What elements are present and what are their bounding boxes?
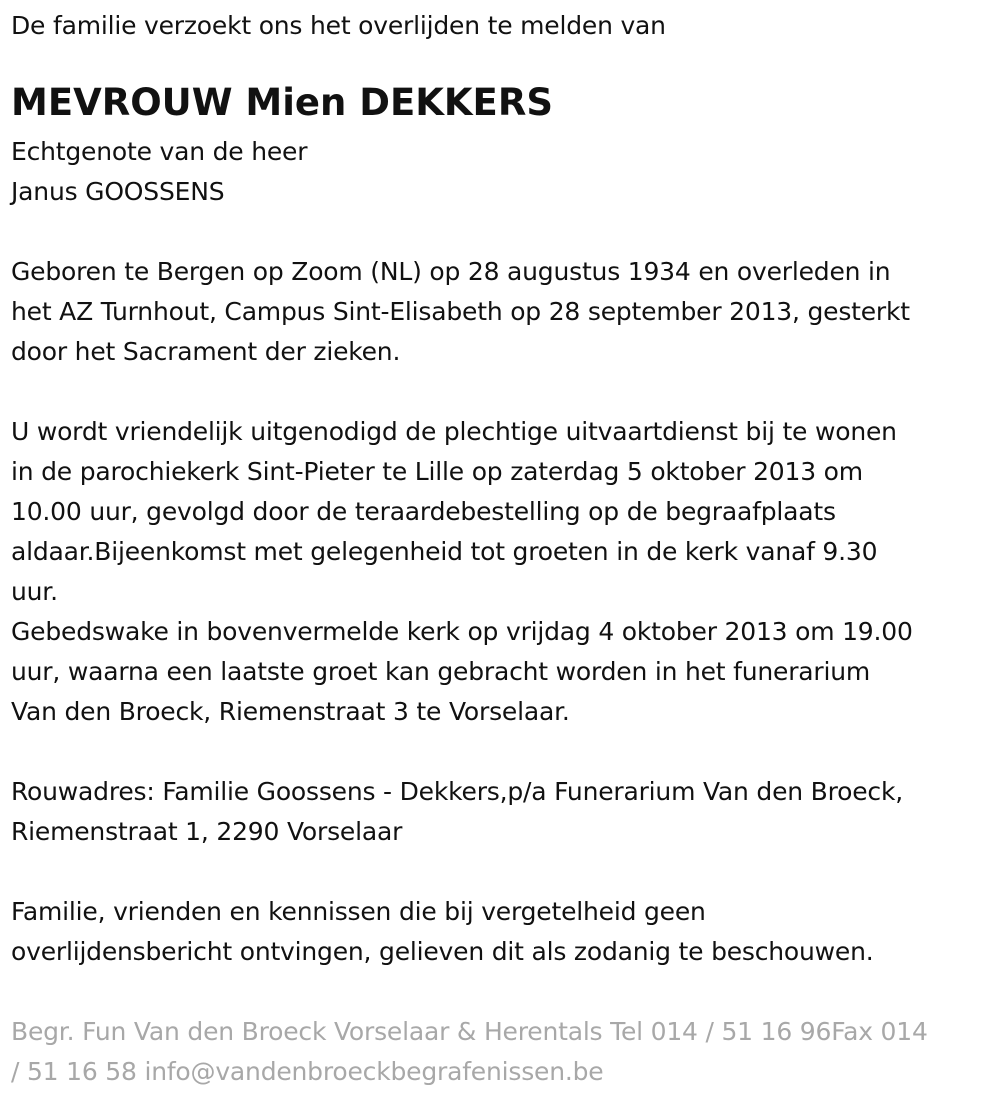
- paragraph-line: Van den Broeck, Riemenstraat 3 te Vorselaar.: [11, 697, 570, 726]
- address-paragraph: [11, 772, 996, 852]
- notice-paragraph: [11, 892, 996, 972]
- wake-paragraph: [11, 612, 996, 732]
- paragraph-line: U wordt vriendelijk uitgenodigd de plechtige uitvaartdienst bij te wonen: [11, 417, 897, 446]
- funeral-home-footer: [11, 1012, 996, 1092]
- spouse-line: Echtgenote van de heer: [11, 137, 308, 166]
- paragraph-line: 10.00 uur, gevolgd door de teraardebestelling op de begraafplaats: [11, 497, 836, 526]
- spouse-block: [11, 132, 996, 212]
- birth-death-paragraph: [11, 252, 996, 372]
- paragraph-line: Gebedswake in bovenvermelde kerk op vrijdag 4 oktober 2013 om 19.00: [11, 617, 913, 646]
- paragraph-line: het AZ Turnhout, Campus Sint-Elisabeth op 28 september 2013, gesterkt: [11, 297, 910, 326]
- funeral-paragraph: [11, 412, 996, 612]
- paragraph-line: uur.: [11, 577, 58, 606]
- paragraph-line: overlijdensbericht ontvingen, gelieven dit als zodanig te beschouwen.: [11, 937, 874, 966]
- paragraph-line: door het Sacrament der zieken.: [11, 337, 401, 366]
- paragraph-line: uur, waarna een laatste groet kan gebracht worden in het funerarium: [11, 657, 871, 686]
- deceased-name: MEVROUW Mien DEKKERS: [11, 81, 553, 124]
- intro-text: De familie verzoekt ons het overlijden te melden van: [11, 11, 666, 40]
- paragraph-line: Geboren te Bergen op Zoom (NL) op 28 augustus 1934 en overleden in: [11, 257, 891, 286]
- death-notice: [11, 6, 996, 1092]
- spouse-name: Janus GOOSSENS: [11, 177, 225, 206]
- footer-line: Begr. Fun Van den Broeck Vorselaar & Herentals Tel 014 / 51 16 96Fax 014: [11, 1017, 928, 1046]
- paragraph-line: in de parochiekerk Sint-Pieter te Lille op zaterdag 5 oktober 2013 om: [11, 457, 863, 486]
- footer-line: / 51 16 58 info@vandenbroeckbegrafenissen.be: [11, 1057, 604, 1086]
- paragraph-line: aldaar.Bijeenkomst met gelegenheid tot groeten in de kerk vanaf 9.30: [11, 537, 878, 566]
- paragraph-line: Familie, vrienden en kennissen die bij vergetelheid geen: [11, 897, 706, 926]
- paragraph-line: Riemenstraat 1, 2290 Vorselaar: [11, 817, 403, 846]
- paragraph-line: Rouwadres: Familie Goossens - Dekkers,p/a Funerarium Van den Broeck,: [11, 777, 904, 806]
